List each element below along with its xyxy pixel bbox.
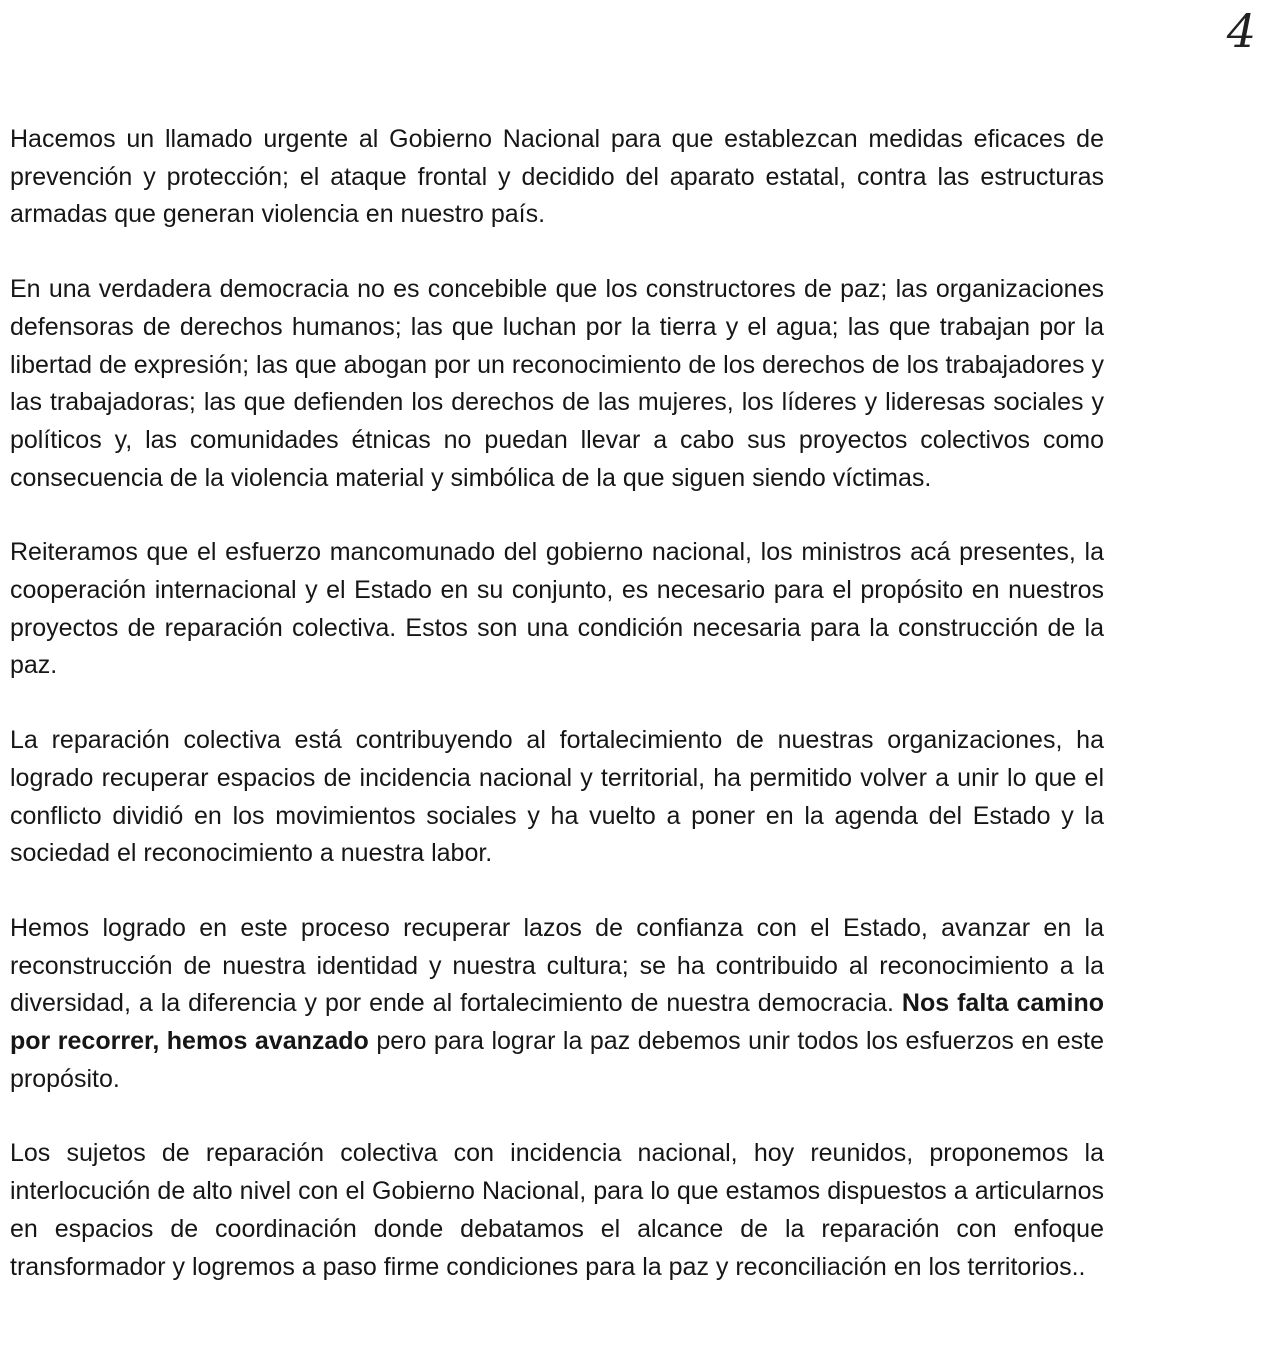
paragraph-high-level-dialogue: Los sujetos de reparación colectiva con incidencia nacional, hoy reunidos, proponemos la interlocución de alto nivel con el Gobierno Nacional, para lo que estamos dispuestos a articularnos en espacios de coordinación donde debatamos el alcance de la reparación con enfoque transformador y logremos a paso firme condiciones para la paz y reconciliación en los territorios..	[10, 1139, 1104, 1281]
paragraph-collective-reparation: La reparación colectiva está contribuyendo al fortalecimiento de nuestras organizaciones, ha logrado recuperar espacios de incidencia nacional y territorial, ha permitido volver a unir lo que el conflicto dividió en los movimientos sociales y ha vuelto a poner en la agenda del Estado y la sociedad el reconocimiento a nuestra labor.	[10, 726, 1104, 868]
page-number: 4	[1226, 4, 1256, 58]
bold-emphasis-text: Nos falta camino por recorrer, hemos avanzado	[10, 989, 1104, 1056]
paragraph-democracy: En una verdadera democracia no es concebible que los constructores de paz; las organizaciones defensoras de derechos humanos; las que luchan por la tierra y el agua; las que trabajan por la libertad de expresión; las que abogan por un reconocimiento de los derechos de los trabajadores y las trabajadoras; las que defienden los derechos de las mujeres, los líderes y lideresas sociales y políticos y, las comunidades étnicas no puedan llevar a cabo sus proyectos colectivos como consecuencia de la violencia material y simbólica de la que siguen siendo víctimas.	[10, 275, 1104, 492]
paragraph-text-start: Hemos logrado en este proceso recuperar lazos de confianza con el Estado, avanzar en la reconstrucción de nuestra identidad y nuestra cultura; se ha contribuido al reconocimiento a la diversidad, a la diferencia y por ende al fortalecimiento de nuestra democracia.	[10, 913, 1104, 1018]
document-body	[10, 121, 1104, 1286]
paragraph-joint-effort: Reiteramos que el esfuerzo mancomunado del gobierno nacional, los ministros acá presentes, la cooperación internacional y el Estado en su conjunto, es necesario para el propósito en nuestros proyectos de reparación colectiva. Estos son una condición necesaria para la construcción de la paz.	[10, 538, 1104, 680]
paragraph-trust-and-progress	[10, 910, 1104, 1099]
paragraph-text-end: pero para lograr la paz debemos unir todos los esfuerzos en este propósito.	[10, 1027, 1104, 1093]
paragraph-call-to-government: Hacemos un llamado urgente al Gobierno Nacional para que establezcan medidas eficaces de prevención y protección; el ataque frontal y decidido del aparato estatal, contra las estructuras armadas que generan violencia en nuestro país.	[10, 125, 1104, 229]
